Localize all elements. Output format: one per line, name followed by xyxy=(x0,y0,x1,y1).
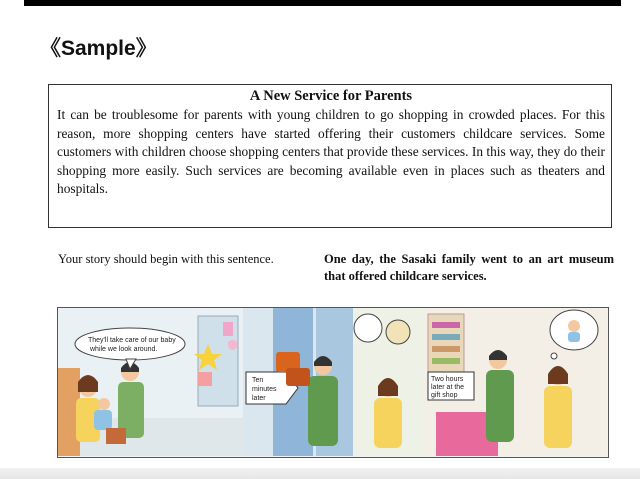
comic-strip-svg xyxy=(58,308,607,456)
comic-panel-3 xyxy=(353,308,423,456)
sign-ten-minutes-line-2: minutes xyxy=(252,386,277,393)
sample-heading: 《Sample》 xyxy=(40,37,157,60)
bubble-caretaker-line-1: They'll take care of our baby xyxy=(88,337,176,344)
sign-two-hours-line-3: gift shop xyxy=(431,392,458,399)
comic-strip-illustration xyxy=(57,307,609,458)
starting-sentence: One day, the Sasaki family went to an art museum that offered childcare services. xyxy=(324,252,614,283)
comic-panel-1 xyxy=(58,308,243,456)
top-rule xyxy=(24,0,621,6)
passage-body: It can be troublesome for parents with young children to go shopping in crowded places. For this reason, more shopping centers have started offering their customers childcare services. Some customers with children choose shopping centers that provide these services. In this way, they do their shopping more easily. Such services are becoming available even in places such as theaters and hospitals. xyxy=(57,107,605,197)
comic-panel-4 xyxy=(423,308,607,456)
passage-title: A New Service for Parents xyxy=(249,88,413,104)
instruction-label: Your story should begin with this sentence. xyxy=(58,252,274,266)
bubble-caretaker-line-2: while we look around. xyxy=(90,346,158,353)
comic-panel-2 xyxy=(243,308,353,456)
page-bottom-edge xyxy=(0,468,640,479)
sign-two-hours-line-1: Two hours xyxy=(431,376,464,383)
sign-ten-minutes-line-1: Ten xyxy=(252,377,264,384)
sign-ten-minutes-line-3: later xyxy=(252,395,266,402)
passage-box xyxy=(48,84,612,228)
sign-two-hours-line-2: later at the xyxy=(431,384,465,391)
